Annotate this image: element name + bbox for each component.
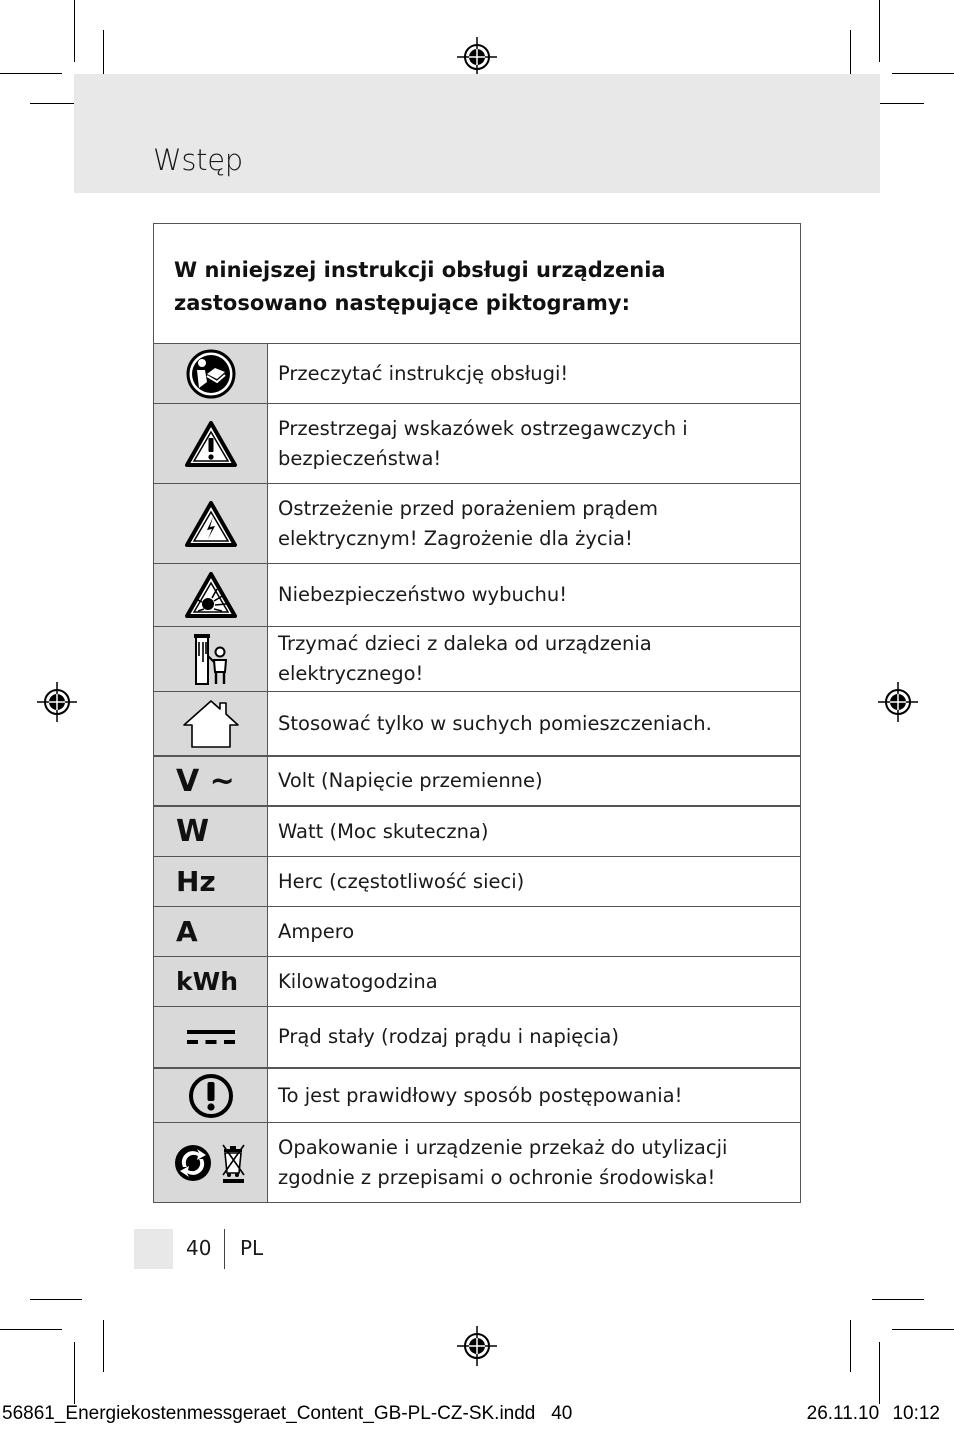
table-intro: W niniejszej instrukcji obsługi urządzenia zastosowano następujące piktogramy: — [154, 224, 800, 344]
table-row — [154, 1069, 800, 1123]
table-row — [154, 692, 800, 757]
table-row — [154, 1123, 800, 1202]
warning-triangle-icon — [184, 420, 238, 468]
table-row — [154, 907, 800, 957]
crop-mark — [74, 1342, 75, 1404]
page-number: 40 — [186, 1236, 212, 1260]
read-manual-icon — [185, 348, 237, 400]
symbol-cell — [154, 344, 268, 403]
symbol-cell — [154, 627, 268, 691]
exclamation-circle-icon — [187, 1072, 235, 1120]
crop-mark — [879, 1342, 880, 1404]
section-title: Wstęp — [153, 143, 243, 177]
slug-page: 40 — [551, 1403, 573, 1424]
row-description: Trzymać dzieci z daleka od urządzenia elektrycznego! — [278, 632, 652, 685]
symbol-cell — [154, 957, 268, 1006]
print-slug-file — [2, 1403, 572, 1425]
crop-mark — [892, 1329, 954, 1330]
watt-symbol: W — [176, 814, 210, 849]
row-description: To jest prawidłowy sposób postępowania! — [278, 1083, 683, 1107]
crop-mark — [103, 1320, 104, 1372]
kilowatt-hour-symbol: kWh — [176, 967, 238, 996]
crop-mark — [0, 73, 62, 74]
keep-children-away-icon — [188, 632, 234, 686]
crop-mark — [30, 1299, 82, 1300]
symbol-cell — [154, 807, 268, 856]
electric-shock-warning-icon — [184, 500, 238, 548]
direct-current-icon — [185, 1025, 237, 1049]
crop-mark — [0, 1329, 62, 1330]
crop-mark — [872, 1299, 924, 1300]
table-row — [154, 484, 800, 564]
registration-mark-icon — [457, 1326, 497, 1366]
slug-filename: 56861_Energiekostenmessgeraet_Content_GB-PL-CZ-SK.indd — [2, 1403, 536, 1424]
symbol-cell — [154, 857, 268, 906]
crop-mark — [850, 1320, 851, 1372]
row-description: Ampero — [278, 919, 355, 943]
symbol-cell — [154, 564, 268, 626]
table-row — [154, 564, 800, 627]
row-description: Volt (Napięcie przemienne) — [278, 769, 543, 792]
recycling-disposal-icon — [173, 1141, 249, 1185]
table-row — [154, 957, 800, 1007]
row-description: Watt (Moc skuteczna) — [278, 819, 489, 843]
table-row — [154, 344, 800, 404]
footer-divider — [224, 1229, 225, 1269]
table-row — [154, 627, 800, 692]
row-description: Stosować tylko w suchych pomieszczeniach. — [278, 711, 712, 735]
ampere-symbol: A — [176, 915, 198, 948]
page-marker-box — [134, 1229, 173, 1269]
symbol-cell — [154, 1069, 268, 1122]
slug-date-time: 26.11.10 10:12 — [806, 1403, 940, 1424]
registration-mark-icon — [457, 37, 497, 77]
explosion-warning-icon — [184, 571, 238, 619]
row-description: Opakowanie i urządzenie przekaż do utylizacji zgodnie z przepisami o ochronie środowiska! — [278, 1135, 728, 1189]
pictogram-table — [153, 223, 801, 1203]
registration-mark-icon — [878, 682, 918, 722]
row-description: Herc (częstotliwość sieci) — [278, 869, 525, 893]
row-description: Niebezpieczeństwo wybuchu! — [278, 583, 568, 606]
symbol-cell — [154, 404, 268, 483]
symbol-cell — [154, 484, 268, 563]
table-row — [154, 1007, 800, 1069]
row-description: Prąd stały (rodzaj prądu i napięcia) — [278, 1025, 619, 1048]
row-description: Kilowatogodzina — [278, 969, 438, 993]
table-row — [154, 857, 800, 907]
crop-mark — [74, 0, 75, 62]
symbol-cell — [154, 1123, 268, 1202]
row-description: Przeczytać instrukcję obsługi! — [278, 361, 569, 385]
crop-mark — [892, 73, 954, 74]
registration-mark-icon — [37, 682, 77, 722]
symbol-cell — [154, 692, 268, 755]
symbol-cell — [154, 757, 268, 805]
volt-symbol: V ~ — [176, 763, 235, 799]
symbol-cell — [154, 1007, 268, 1067]
table-row — [154, 404, 800, 484]
page-language: PL — [240, 1236, 264, 1260]
hertz-symbol: Hz — [176, 865, 216, 898]
table-row — [154, 757, 800, 807]
row-description: Ostrzeżenie przed porażeniem prądem elektrycznym! Zagrożenie dla życia! — [278, 496, 659, 550]
symbol-cell — [154, 907, 268, 956]
crop-mark — [879, 0, 880, 62]
indoor-use-house-icon — [180, 697, 242, 751]
row-description: Przestrzegaj wskazówek ostrzegawczych i bezpieczeństwa! — [278, 416, 688, 470]
table-row — [154, 807, 800, 857]
